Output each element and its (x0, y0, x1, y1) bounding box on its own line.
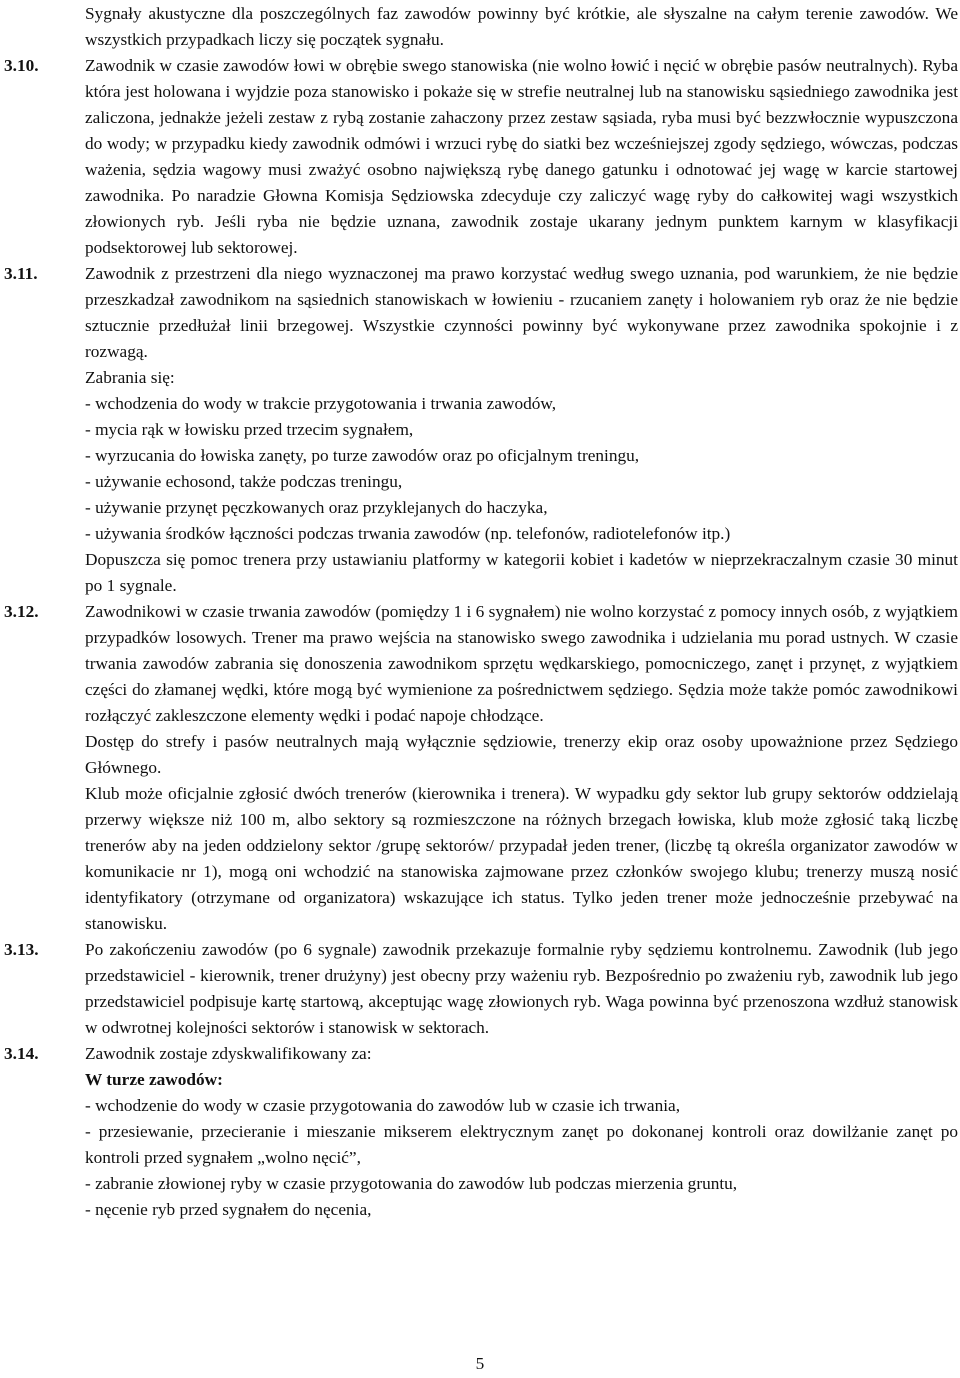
section-3-13 (0, 937, 958, 1041)
disqualification-item: - wchodzenie do wody w czasie przygotowania do zawodów lub w czasie ich trwania, (85, 1096, 681, 1115)
section-number: 3.13. (4, 940, 39, 959)
prohibited-item: - używania środków łączności podczas trwania zawodów (np. telefonów, radiotelefonów itp.) (85, 524, 731, 543)
intro-section (0, 1, 958, 53)
section-number: 3.11. (4, 264, 38, 283)
disqualification-item: - przesiewanie, przecieranie i mieszanie mikserem elektrycznym zanęt po dokonanej kontroli oraz dowilżanie zanęt po kontroli przed sygnałem „wolno nęcić”, (85, 1122, 958, 1167)
prohibited-item: - używanie przynęt pęczkowanych oraz przyklejanych do haczyka, (85, 498, 548, 517)
section-3-10 (0, 53, 958, 261)
section-3-14 (0, 1041, 958, 1223)
disqualification-item: - nęcenie ryb przed sygnałem do nęcenia, (85, 1200, 372, 1219)
prohibited-item: - używanie echosond, także podczas treningu, (85, 472, 403, 491)
prohibited-item: - wchodzenia do wody w trakcie przygotowania i trwania zawodów, (85, 394, 557, 413)
section-paragraph: Zawodnikowi w czasie trwania zawodów (pomiędzy 1 i 6 sygnałem) nie wolno korzystać z pomocy innych osób, z wyjątkiem przypadków losowych. Trener ma prawo wejścia na stanowisko swego zawodnika i udzielania mu porad ustnych. W czasie trwania zawodów zabrania się donoszenia zawodnikom sprzętu wędkarskiego, pomocniczego, zanęt i przynęt, z wyjątkiem części do złamanej wędki, które mogą być wymienione za pośrednictwem sędziego. Sędzia może także pomóc zawodnikowi rozłączyć zakleszczone elementy wędki i podać napoje chłodzące. (85, 602, 958, 725)
page-number: 5 (475, 1354, 485, 1373)
intro-paragraph: Sygnały akustyczne dla poszczególnych faz zawodów powinny być krótkie, ale słyszalne na całym terenie zawodów. We wszystkich przypadkach liczy się początek sygnału. (85, 4, 958, 49)
section-paragraph: Zawodnik z przestrzeni dla niego wyznaczonej ma prawo korzystać według swego uznania, pod warunkiem, że nie będzie przeszkadzał zawodnikom na sąsiednich stanowiskach w łowieniu - rzucaniem zanęty i holowaniem ryb oraz że nie będzie sztucznie przedłużał linii brzegowej. Wszystkie czynności powinny być wykonywane przez zawodnika spokojnie i z rozwagą. (85, 264, 958, 361)
document-body (0, 1, 958, 1223)
section-paragraph: Zawodnik w czasie zawodów łowi w obrębie swego stanowiska (nie wolno łowić i nęcić w obrębie pasów neutralnych). Ryba która jest holowana i wyjdzie poza stanowisko i pokaże się w strefie neutralnej lub na stanowisku sąsiedniego zawodnika jest zaliczona, jednakże jeżeli zestaw z rybą zostanie zahaczony przez zestaw sąsiada, ryba musi być bezzwłocznie wypuszczona do wody; w przypadku kiedy zawodnik odmówi i wrzuci rybę do siatki bez wcześniejszej zgody sędziego, wówczas, podczas ważenia, sędzia wagowy musi zważyć osobno największą rybę danego gatunku i odnotować jej wagę w karcie startowej zawodnika. Po naradzie Głowna Komisja Sędziowska zdecyduje czy zaliczyć wagę ryby do całkowitej wagi wszystkich złowionych ryb. Jeśli ryba nie będzie uznana, zawodnik zostaje ukarany jednym punktem karnym w klasyfikacji podsektorowej lub sektorowej. (85, 56, 958, 257)
section-number: 3.14. (4, 1044, 39, 1063)
access-paragraph: Dostęp do strefy i pasów neutralnych mają wyłącznie sędziowie, trenerzy ekip oraz osoby upoważnione przez Sędziego Głównego. (85, 732, 958, 777)
section-number: 3.12. (4, 602, 39, 621)
prohibited-item: - wyrzucania do łowiska zanęty, po turze zawodów oraz po oficjalnym treningu, (85, 446, 640, 465)
section-number: 3.10. (4, 56, 39, 75)
club-paragraph: Klub może oficjalnie zgłosić dwóch trenerów (kierownika i trenera). W wypadku gdy sektor lub grupy sektorów oddzielają przerwy większe niż 100 m, albo sektory są rozmieszczone na różnych brzegach łowiska, klub może zgłosić taką liczbę trenerów aby na jeden oddzielony sektor /grupę sektorów/ przypadał jeden trener, (liczbę tą określa organizator zawodów w komunikacie nr 1), mogą oni wchodzić na stanowiska zajmowane przez członków swojego klubu; trenerzy muszą nosić identyfikatory (otrzymane od organizatora) wskazujące ich status. Tylko jeden trener może jednocześnie przebywać na stanowisku. (85, 784, 958, 933)
prohibited-heading: Zabrania się: (85, 368, 175, 387)
disqualification-item: - zabranie złowionej ryby w czasie przygotowania do zawodów lub podczas mierzenia gruntu, (85, 1174, 738, 1193)
section-3-11 (0, 261, 958, 599)
section-paragraph: Zawodnik zostaje zdyskwalifikowany za: (85, 1044, 372, 1063)
trainer-paragraph: Dopuszcza się pomoc trenera przy ustawianiu platformy w kategorii kobiet i kadetów w nieprzekraczalnym czasie 30 minut po 1 sygnale. (85, 550, 958, 595)
section-paragraph: Po zakończeniu zawodów (po 6 sygnale) zawodnik przekazuje formalnie ryby sędziemu kontrolnemu. Zawodnik (lub jego przedstawiciel - kierownik, trener drużyny) jest obecny przy ważeniu ryb. Bezpośrednio po zważeniu ryb, zawodnik lub jego przedstawiciel podpisuje kartę startową, akceptując wagę złowionych ryb. Waga powinna być przenoszona wzdłuż stanowisk w odwrotnej kolejności sektorów i stanowisk w sektorach. (85, 940, 958, 1037)
prohibited-item: - mycia rąk w łowisku przed trzecim sygnałem, (85, 420, 414, 439)
subheading: W turze zawodów: (85, 1070, 223, 1089)
section-3-12 (0, 599, 958, 937)
